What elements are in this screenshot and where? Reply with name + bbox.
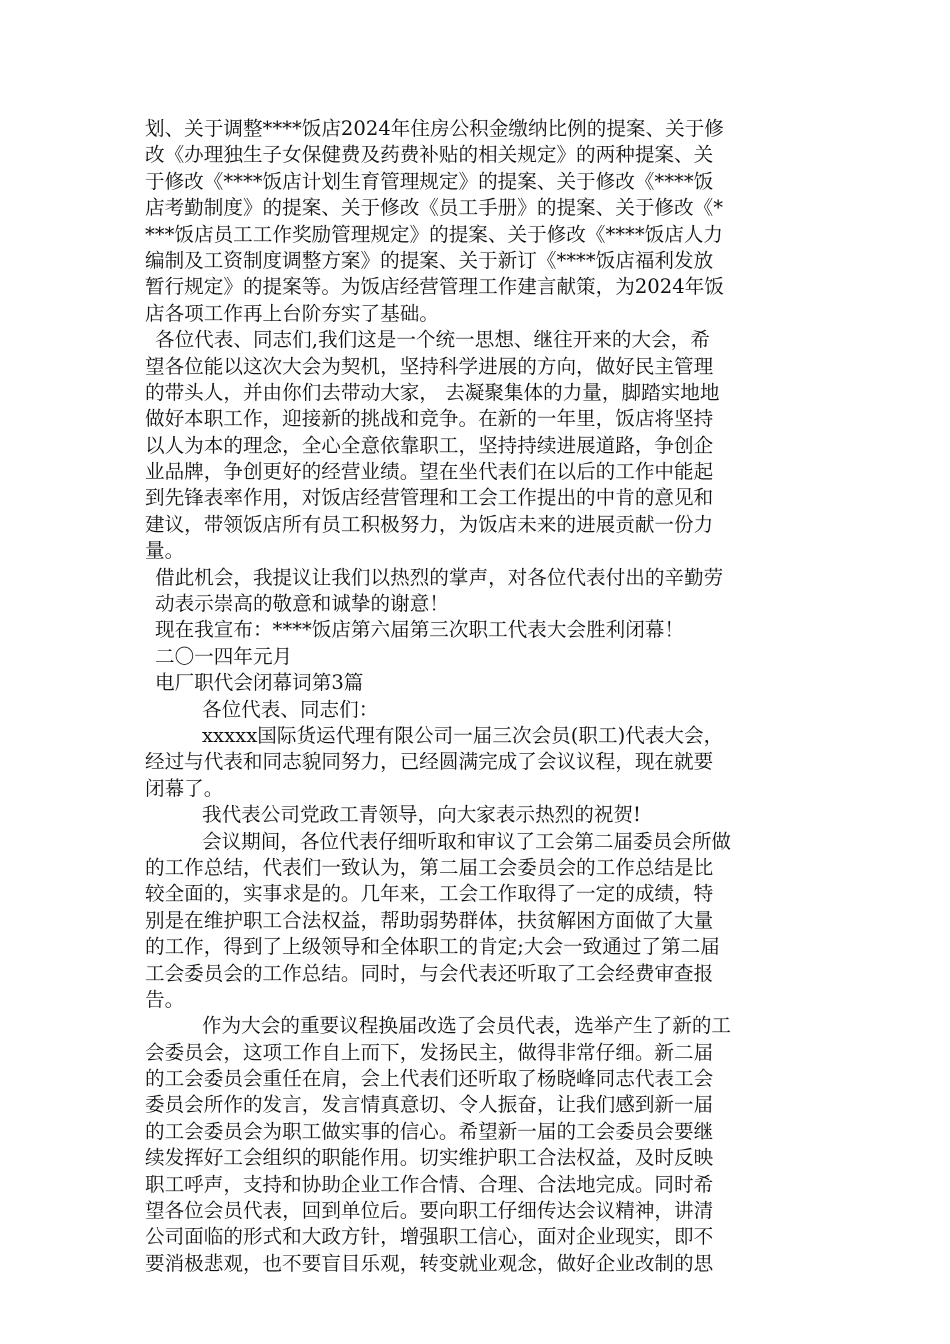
- text-line: 改《办理独生子女保健费及药费补贴的相关规定》的两种提案、关: [145, 143, 714, 167]
- text-line: 建议，带领饭店所有员工积极努力，为饭店未来的进展贡献一份力: [145, 512, 714, 536]
- text-line: 望各位能以这次大会为契机，坚持科学进展的方向，做好民主管理: [145, 354, 714, 378]
- text-line: 暂行规定》的提案等。为饭店经营管理工作建言献策，为2024年饭: [145, 275, 724, 299]
- text-line: 较全面的，实事求是的。几年来，工会工作取得了一定的成绩，特: [145, 882, 714, 906]
- section-heading: 电厂职代会闭幕词第3篇: [155, 671, 364, 695]
- text-line: 的工作，得到了上级领导和全体职工的肯定;大会一致通过了第二届: [145, 935, 720, 959]
- text-line: 以人为本的理念，全心全意依靠职工，坚持持续进展道路，争创企: [145, 433, 714, 457]
- text-line: ***饭店员工工作奖励管理规定》的提案、关于修改《****饭店人力: [145, 222, 724, 246]
- text-line: 经过与代表和同志貌同努力，已经圆满完成了会议议程，现在就要: [145, 750, 714, 774]
- text-line: 公司面临的形式和大政方针，增强职工信心，面对企业现实，即不: [145, 1225, 714, 1249]
- text-line: 划、关于调整****饭店2024年住房公积金缴纳比例的提案、关于修: [145, 117, 724, 140]
- text-line: 我代表公司党政工青领导，向大家表示热烈的祝贺!: [202, 803, 641, 827]
- text-line: xxxxx国际货运代理有限公司一届三次会员(职工)代表大会，: [202, 723, 724, 747]
- text-line: 各位代表、同志们：: [202, 697, 379, 721]
- text-line: 做好本职工作，迎接新的挑战和竞争。在新的一年里，饭店将坚持: [145, 407, 714, 431]
- text-line: 二〇一四年元月: [155, 644, 293, 668]
- text-line: 编制及工资制度调整方案》的提案、关于新订《****饭店福利发放: [145, 248, 714, 272]
- document-body: [145, 116, 810, 1277]
- text-line: 量。: [145, 539, 185, 563]
- text-line: 续发挥好工会组织的职能作用。切实维护职工合法权益，及时反映: [145, 1146, 714, 1170]
- text-line: 要消极悲观，也不要盲目乐观，转变就业观念，做好企业改制的思: [145, 1251, 714, 1275]
- text-line: 职工呼声，支持和协助企业工作合情、合理、合法地完成。同时希: [145, 1172, 714, 1196]
- text-line: 各位代表、同志们,我们这是一个统一思想、继往开来的大会，希: [155, 328, 710, 352]
- text-line: 店各项工作再上台阶夯实了基础。: [145, 301, 439, 325]
- text-line: 的工作总结，代表们一致认为，第二届工会委员会的工作总结是比: [145, 855, 714, 879]
- text-line: 于修改《****饭店计划生育管理规定》的提案、关于修改《****饭: [145, 169, 714, 193]
- text-line: 工会委员会的工作总结。同时，与会代表还听取了工会经费审查报: [145, 961, 714, 985]
- text-line: 别是在维护职工合法权益，帮助弱势群体，扶贫解困方面做了大量: [145, 908, 714, 932]
- text-line: 业品牌，争创更好的经营业绩。望在坐代表们在以后的工作中能起: [145, 460, 714, 484]
- text-line: 现在我宣布：****饭店第六届第三次职工代表大会胜利闭幕！: [155, 618, 685, 642]
- text-line: 动表示崇高的敬意和诚挚的谢意！: [155, 592, 449, 616]
- text-line: 望各位会员代表，回到单位后。要向职工仔细传达会议精神，讲清: [145, 1199, 714, 1223]
- text-line: 会委员会，这项工作自上而下，发扬民主，做得非常仔细。新二届: [145, 1040, 714, 1064]
- text-line: 的工会委员会为职工做实事的信心。希望新一届的工会委员会要继: [145, 1119, 714, 1143]
- text-line: 到先锋表率作用，对饭店经营管理和工会工作提出的中肯的意见和: [145, 486, 714, 510]
- text-line: 借此机会，我提议让我们以热烈的掌声，对各位代表付出的辛勤劳: [155, 565, 724, 589]
- text-line: 店考勤制度》的提案、关于修改《员工手册》的提案、关于修改《*: [145, 196, 724, 220]
- text-line: 作为大会的重要议程换届改选了会员代表，选举产生了新的工: [202, 1014, 732, 1038]
- text-line: 委员会所作的发言，发言情真意切、令人振奋，让我们感到新一届: [145, 1093, 714, 1117]
- text-line: 告。: [145, 987, 185, 1011]
- text-line: 的工会委员会重任在肩，会上代表们还听取了杨晓峰同志代表工会: [145, 1067, 714, 1091]
- text-line: 的带头人，并由你们去带动大家， 去凝聚集体的力量，脚踏实地地: [145, 380, 720, 404]
- text-line: 闭幕了。: [145, 776, 224, 800]
- text-line: 会议期间，各位代表仔细听取和审议了工会第二届委员会所做: [202, 829, 732, 853]
